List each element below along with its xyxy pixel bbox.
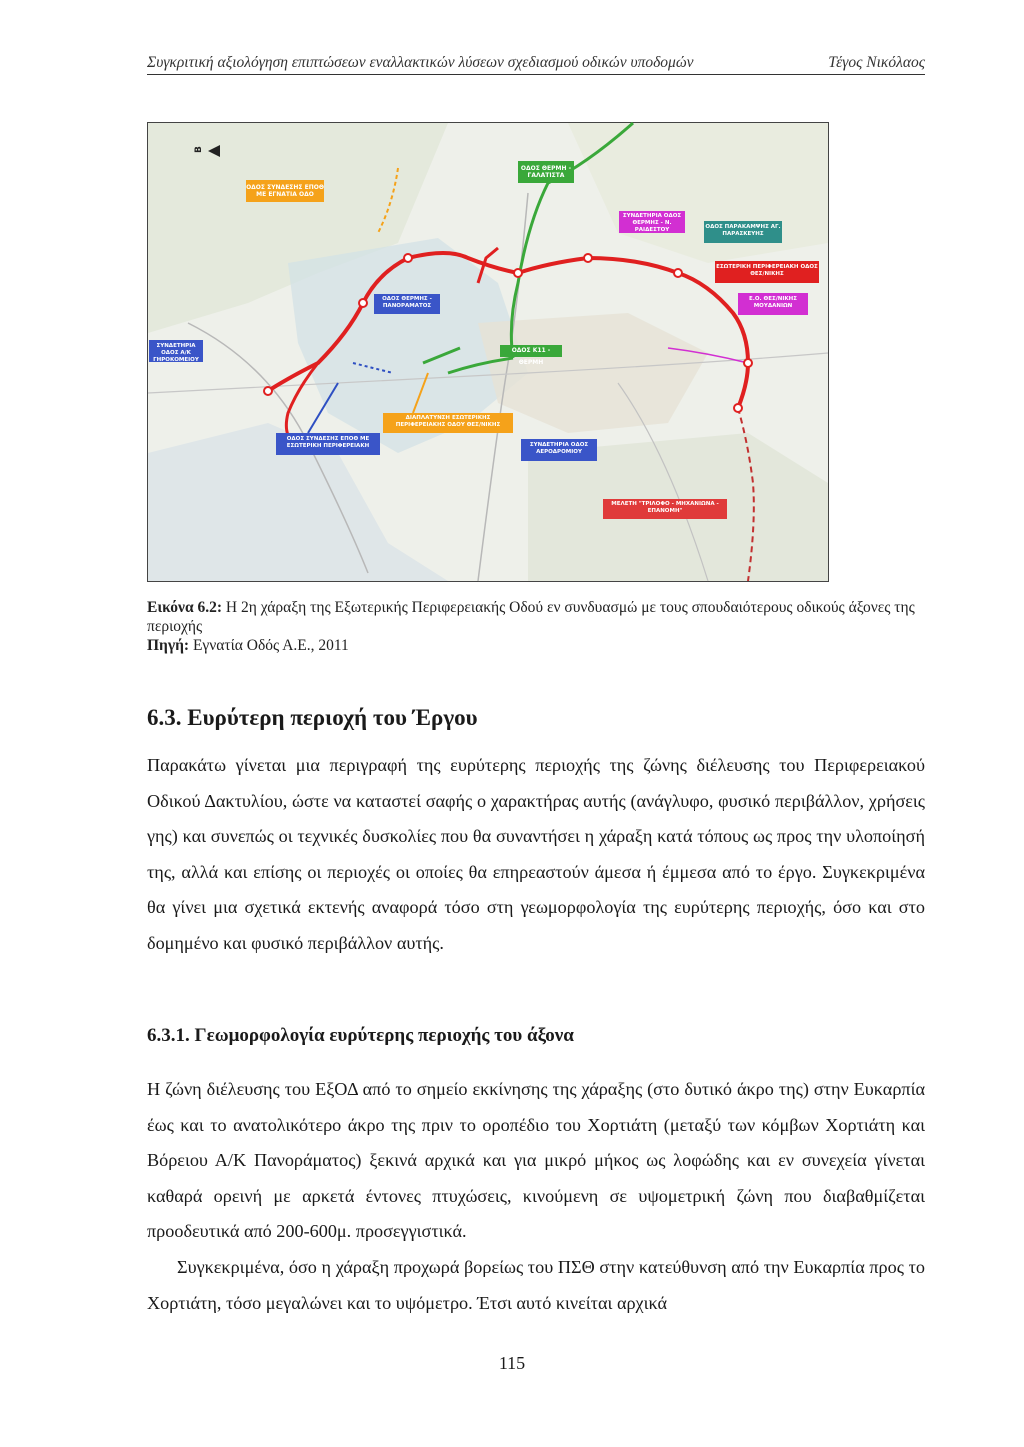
section-paragraph: Παρακάτω γίνεται μια περιγραφή της ευρύτερης περιοχής της ζώνης διέλευσης του Περιφερειακού Οδικού Δακτυλίου, ώστε να καταστεί σαφής ο χαρακτήρας αυτής (ανάγλυφο, φυσικό περιβάλλον, χρήσεις γης) και συνεπώς οι τεχνικές δυσκολίες που θα συναντήσει η χάραξη κατά τόπους ως προς την υλοποίησή της, αλλά και επίσης οι περιοχές οι οποίες θα επηρεαστούν άμεσα ή έμμεσα από το έργο. Συγκεκριμένα θα γίνει μια σχετικά εκτενής αναφορά τόσο στη γεωμορφολογία της ευρύτερης περιοχής, όσο και στο δομημένο και φυσικό περιβάλλον αυτής.	[147, 755, 925, 953]
route-map-figure	[147, 122, 829, 582]
page-header	[147, 54, 925, 75]
caption-text: Η 2η χάραξη της Εξωτερικής Περιφερειακής Οδού εν συνδυασμώ με τους σπουδαιότερους οδικούς άξονες της περιοχής	[147, 599, 915, 635]
page-number: 115	[498, 1353, 526, 1373]
figure-caption	[147, 598, 927, 655]
header-title: Συγκριτική αξιολόγηση επιπτώσεων εναλλακτικών λύσεων σχεδιασμού οδικών υποδομών	[147, 54, 694, 71]
subsection-heading: 6.3.1. Γεωμορφολογία ευρύτερης περιοχής του άξονα	[147, 1025, 574, 1046]
subsection-paragraph-2: Συγκεκριμένα, όσο η χάραξη προχωρά βορείως του ΠΣΘ στην κατεύθυνση από την Ευκαρπία προς το Χορτιάτη, τόσο μεγαλώνει και το υψόμετρο. Έτσι αυτό κινείται αρχικά	[147, 1257, 925, 1313]
caption-source-label: Πηγή:	[147, 637, 190, 654]
svg-text:B: B	[194, 146, 204, 153]
section-heading: 6.3. Ευρύτερη περιοχή του Έργου	[147, 705, 478, 730]
caption-source-text: Εγνατία Οδός Α.Ε., 2011	[189, 637, 349, 654]
route-map: B ΟΔΟΣ ΣΥΝΔΕΣΗΣ ΕΠΟΘ ΜΕ ΕΓΝΑΤΙΑ ΟΔΟ ΟΔΟΣ ΘΕΡΜΗ - ΓΑΛΑΤΙΣΤΑ ΣΥΝΔΕΤΗΡΙΑ ΟΔΟΣ ΘΕΡΜΗΣ - Ν. ΡΑΙΔΕΣΤΟΥ ΟΔΟΣ ΠΑΡΑΚΑΜΨΗΣ ΑΓ. ΠΑΡΑΣΚΕΥΗΣ ΕΣΩΤΕΡΙΚΗ ΠΕΡΙΦΕΡΕΙΑΚΗ ΟΔΟΣ ΘΕΣ/ΝΙΚΗΣ Ε.Ο. ΘΕΣ/ΝΙΚΗΣ ΜΟΥΔΑΝΙΩΝ ΟΔΟΣ ΘΕΡΜΗΣ - ΠΑΝΟΡΑΜΑΤΟΣ ΟΔΟΣ Κ11 - ΘΕΡΜΗ ΣΥΝΔΕΤΗΡΙΑ ΟΔΟΣ Α/Κ ΓΗΡΟΚΟΜΕΙΟΥ ΔΙΑΠΛΑΤΥΝΣΗ ΕΣΩΤΕΡΙΚΗΣ ΠΕΡΙΦΕΡΕΙΑΚΗΣ ΟΔΟΥ ΘΕΣ/ΝΙΚΗΣ ΟΔΟΣ ΣΥΝΔΕΣΗΣ ΕΠΟΘ ΜΕ ΕΣΩΤΕΡΙΚΗ ΠΕΡΙΦΕΡΕΙΑΚΗ ΣΥΝΔΕΤΗΡΙΑ ΟΔΟΣ ΑΕΡΟΔΡΟΜΙΟΥ ΜΕΛΕΤΗ "ΤΡΙΛΟΦΟ - ΜΗΧΑΝΙΩΝΑ - ΕΠΑΝΟΜΗ"	[148, 123, 828, 581]
caption-label: Εικόνα 6.2:	[147, 599, 223, 616]
subsection-paragraph-1: Η ζώνη διέλευσης του ΕξΟΔ από το σημείο εκκίνησης της χάραξης (στο δυτικό άκρο της) στην Ευκαρπία έως και το ανατολικότερο άκρο της πριν το οροπέδιο του Χορτιάτη (μεταξύ των κόμβων Χορτιάτη και Βόρειου Α/Κ Πανοράματος) ξεκινά αρχικά και για μικρό μήκος ως λοφώδης και εν συνεχεία γίνεται καθαρά ορεινή με αρκετά έντονες πτυχώσεις, κινούμενη σε υψομετρική ζώνη που διαβαθμίζεται προοδευτικά από 200-600μ. προσεγγιστικά.	[147, 1079, 925, 1241]
header-author: Τέγος Νικόλαος	[828, 54, 925, 71]
